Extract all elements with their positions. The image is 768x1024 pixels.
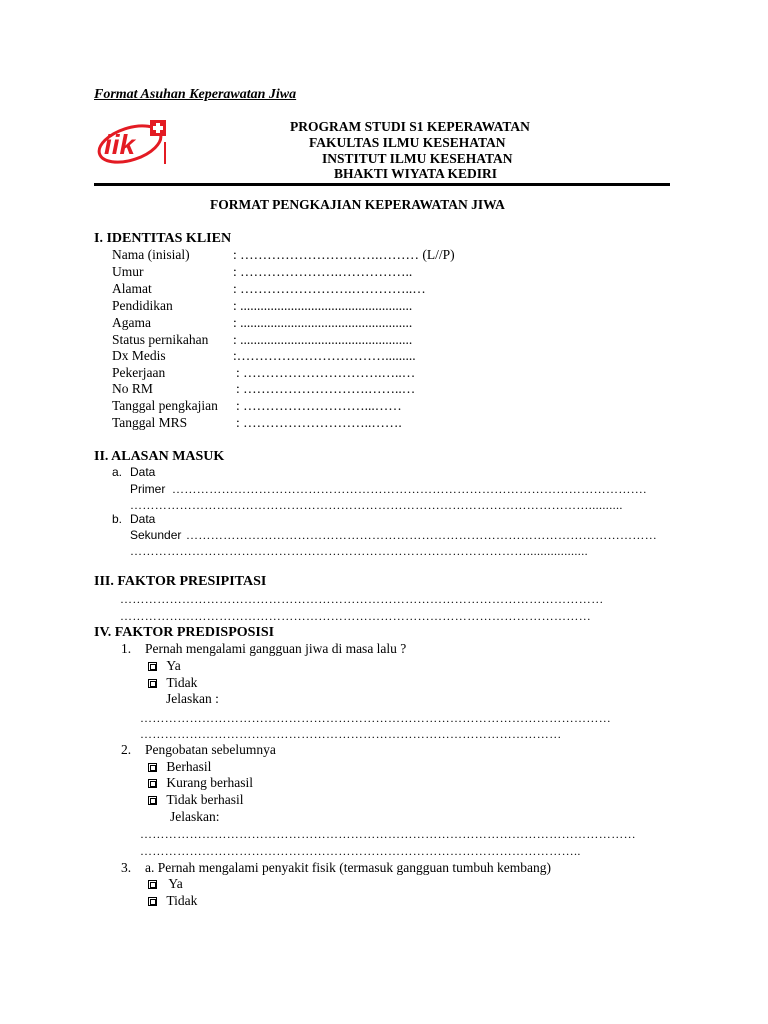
presipitasi-dot-line-2: ……………………………………………………………………………………………………: [120, 609, 592, 623]
field-label-tanggal-mrs: Tanggal MRS: [112, 415, 188, 430]
header-line-program: PROGRAM STUDI S1 KEPERAWATAN: [290, 119, 530, 134]
field-value-no-rm: : ……………………….……..…: [236, 381, 416, 396]
item-a-text: Data: [130, 465, 156, 479]
q2-explain-label: Jelaskan:: [170, 809, 220, 824]
sekunder-dot-line-2: ……………………………………………………………………………………..................: [130, 544, 588, 558]
field-value-tanggal-mrs: : ………………………..…….: [236, 415, 402, 430]
item-a-marker: a.: [112, 465, 123, 479]
question-1-number: 1.: [121, 641, 132, 656]
field-value-pendidikan: : ...................................................: [233, 298, 413, 313]
checkbox-icon[interactable]: [148, 763, 157, 772]
checkbox-icon[interactable]: [148, 779, 157, 788]
item-b-text: Data: [130, 512, 156, 526]
item-b-marker: b.: [112, 512, 123, 526]
field-value-status: : ...................................................: [233, 332, 413, 347]
checkbox-icon[interactable]: [148, 897, 157, 906]
svg-text:iik: iik: [104, 129, 136, 160]
institution-logo: [94, 118, 172, 168]
field-label-agama: Agama: [112, 315, 151, 330]
header-divider: [94, 183, 670, 186]
field-label-nama: Nama (inisial): [112, 247, 190, 262]
q2-dot-line-2: ……………………………………………………………………………………………..: [140, 844, 581, 858]
field-value-dx-medis: :…………………………….........: [233, 348, 416, 363]
section-alasan-masuk-heading: II. ALASAN MASUK: [94, 449, 225, 464]
checkbox-icon[interactable]: [148, 880, 157, 889]
q2-dot-line-1: …………………………………………………………………………………………………………: [140, 827, 636, 841]
sekunder-dot-line-1: ……………………………………………………………………………………………………: [186, 528, 658, 542]
question-3-number: 3.: [121, 860, 132, 875]
question-2-text: Pengobatan sebelumnya: [145, 742, 276, 757]
field-label-umur: Umur: [112, 264, 144, 279]
checkbox-icon[interactable]: [148, 679, 157, 688]
q2-option-berhasil-label: Berhasil: [166, 759, 212, 774]
field-value-umur: : ………………….……………..: [233, 264, 413, 279]
form-title: FORMAT PENGKAJIAN KEPERAWATAN JIWA: [210, 197, 505, 212]
field-value-pekerjaan: : ………………………….…..…: [236, 365, 416, 380]
field-value-alamat: : …………………….…………..…: [233, 281, 426, 296]
q3-option-tidak[interactable]: [148, 893, 197, 909]
q1-option-ya-label: Ya: [166, 658, 181, 673]
presipitasi-dot-line-1: ………………………………………………………………………………………………………: [120, 592, 604, 606]
question-3-text: a. Pernah mengalami penyakit fisik (termasuk gangguan tumbuh kembang): [145, 860, 552, 875]
field-label-tanggal-pengkajian: Tanggal pengkajian: [112, 398, 218, 413]
q1-explain-label: Jelaskan :: [166, 691, 219, 706]
field-label-pekerjaan: Pekerjaan: [112, 365, 166, 380]
document-title: Format Asuhan Keperawatan Jiwa: [94, 87, 297, 102]
section-predisposisi-heading: IV. FAKTOR PREDISPOSISI: [94, 625, 275, 640]
field-label-status: Status pernikahan: [112, 332, 209, 347]
question-2-number: 2.: [121, 742, 132, 757]
primer-dot-line-2: …………………………………………………………………………………………………..........: [130, 498, 623, 512]
q3-option-ya-label: Ya: [168, 876, 183, 891]
primer-dot-line-1: …………………………………………………………………………………………………….: [172, 482, 647, 496]
q1-dot-line-1: ……………………………………………………………………………………………………: [140, 711, 612, 725]
checkbox-icon[interactable]: [148, 796, 157, 805]
item-b-sekunder-label: Sekunder: [130, 528, 182, 542]
field-value-tanggal-pengkajian: : ………………………...……: [236, 398, 402, 413]
field-label-no-rm: No RM: [112, 381, 153, 396]
field-label-alamat: Alamat: [112, 281, 152, 296]
item-a-primer-label: Primer: [130, 482, 166, 496]
field-value-agama: : ...................................................: [233, 315, 413, 330]
header-line-location: BHAKTI WIYATA KEDIRI: [334, 166, 498, 181]
header-line-faculty: FAKULTAS ILMU KESEHATAN: [309, 135, 506, 150]
section-presipitasi-heading: III. FAKTOR PRESIPITASI: [94, 574, 267, 589]
question-1-text: Pernah mengalami gangguan jiwa di masa lalu ?: [145, 641, 407, 656]
field-label-dx-medis: Dx Medis: [112, 348, 166, 363]
q1-option-tidak[interactable]: [148, 675, 197, 691]
q1-option-ya[interactable]: [148, 658, 181, 674]
checkbox-icon[interactable]: [148, 662, 157, 671]
field-value-nama: : ………………………….……… (L//P): [233, 247, 455, 262]
q1-option-tidak-label: Tidak: [166, 675, 198, 690]
q2-option-tidak-berhasil-label: Tidak berhasil: [166, 792, 244, 807]
field-label-pendidikan: Pendidikan: [112, 298, 173, 313]
q2-option-kurang-berhasil-label: Kurang berhasil: [166, 775, 253, 790]
q3-option-ya[interactable]: [148, 876, 183, 892]
header-line-institute: INSTITUT ILMU KESEHATAN: [322, 151, 513, 166]
q2-option-berhasil[interactable]: [148, 759, 211, 775]
q1-dot-line-2: …………………………………………………………………………………………: [140, 727, 562, 741]
section-identitas-heading: I. IDENTITAS KLIEN: [94, 231, 232, 246]
q2-option-kurang-berhasil[interactable]: [148, 775, 253, 791]
q2-option-tidak-berhasil[interactable]: [148, 792, 244, 808]
q3-option-tidak-label: Tidak: [166, 893, 198, 908]
